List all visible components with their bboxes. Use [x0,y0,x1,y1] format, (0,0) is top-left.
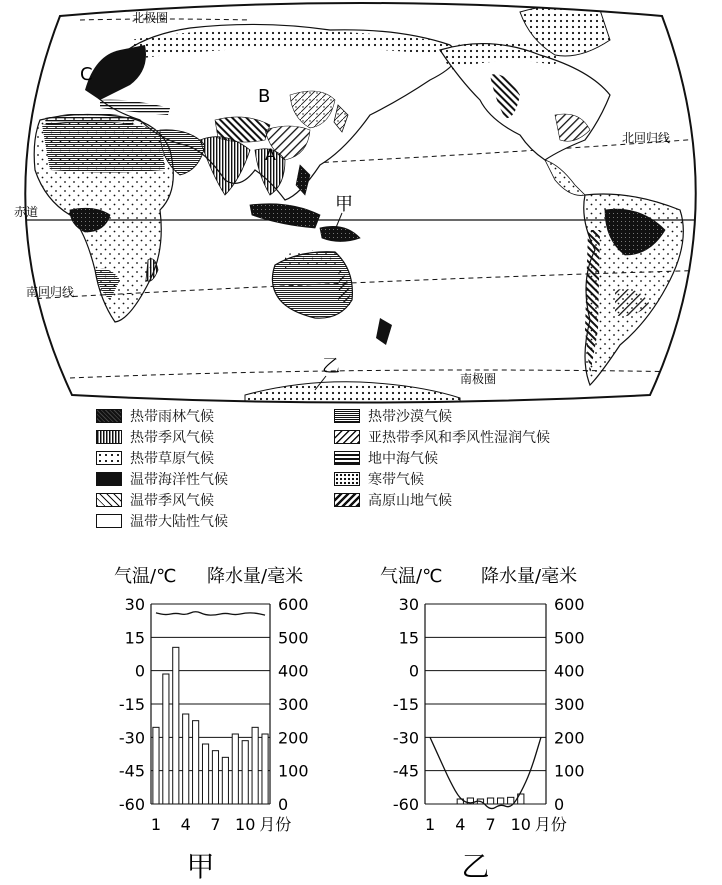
precip-bar [508,797,514,804]
precip-axis-title: 降水量/毫米 [481,566,578,587]
equator-label: 赤道 [14,205,39,219]
month-unit-label: 月份 [534,815,567,834]
legend-swatch [96,409,122,423]
legend-item [96,427,214,447]
temperature-line [156,612,265,615]
legend-item [334,490,452,510]
precip-tick-label: 400 [554,661,585,681]
antarctic-circle-label: 南极圈 [460,372,497,386]
point-b-label: B [258,86,271,107]
legend-swatch [96,493,122,507]
precip-tick-label: 600 [278,595,309,614]
legend-swatch [96,472,122,486]
month-tick-label: 1 [150,815,162,834]
legend-label: 寒带气候 [368,472,424,488]
chart-title: 乙 [461,850,490,883]
precip-bar [252,727,258,804]
month-tick-label: 7 [210,815,221,834]
legend-item [96,469,228,489]
legend-item [334,406,452,426]
month-tick-label: 1 [424,815,436,834]
temp-tick-label: 15 [398,628,419,648]
legend-swatch [96,514,122,528]
precip-bar [202,744,208,804]
month-tick-label: 4 [180,815,191,834]
legend-label: 高原山地气候 [368,493,452,509]
arctic-circle-label: 北极圈 [132,11,169,25]
legend-item [334,448,438,468]
legend-label: 温带大陆性气候 [130,514,228,530]
legend-swatch [334,472,360,486]
precip-bar [183,714,189,804]
legend-swatch [334,493,360,507]
month-unit-label: 月份 [259,815,292,834]
legend-item [334,427,550,447]
precip-tick-label: 400 [278,661,309,681]
legend-swatch [334,451,360,465]
precip-bar [222,757,228,804]
temp-tick-label: -30 [118,728,145,748]
legend-label: 热带草原气候 [130,451,214,467]
point-c-label: C [80,64,93,85]
india-monsoon [200,137,250,195]
tropic-cancer-label: 北回归线 [622,131,671,145]
legend-item [96,448,214,468]
indonesia [250,204,320,228]
precip-bar [153,727,159,804]
chart-title: 甲 [186,850,215,883]
precip-bar [193,721,199,804]
precip-tick-label: 100 [278,761,309,781]
legend-label: 温带海洋性气候 [130,472,228,488]
precip-tick-label: 200 [554,728,585,748]
precip-axis-title: 降水量/毫米 [207,566,304,587]
precip-tick-label: 300 [554,695,585,714]
legend-label: 亚热带季风和季风性湿润气候 [368,430,550,446]
legend-item [96,406,214,426]
temp-tick-label: -45 [118,761,145,781]
temp-tick-label: -60 [118,795,145,814]
temp-tick-label: 0 [408,661,419,681]
precip-tick-label: 300 [278,695,309,714]
point-jia-label: 甲 [335,194,353,215]
precip-tick-label: 0 [554,795,565,814]
legend-label: 温带季风气候 [130,493,214,509]
precip-bar [173,647,179,804]
precip-tick-label: 0 [278,795,289,814]
legend-label: 热带季风气候 [130,430,214,446]
temp-tick-label: 0 [134,661,145,681]
month-tick-label: 7 [485,815,496,834]
legend-swatch [96,451,122,465]
precip-tick-label: 200 [278,728,309,748]
legend-item [96,490,214,510]
temp-tick-label: -60 [392,795,419,814]
world-climate-map [0,0,722,405]
legend-swatch [334,409,360,423]
precip-bar [497,798,503,804]
month-tick-label: 10 [510,815,531,834]
precip-bar [262,734,268,804]
precip-tick-label: 500 [554,628,585,648]
antarctica [245,382,460,405]
climate-charts [0,540,722,885]
temp-tick-label: -30 [392,728,419,748]
legend-swatch [96,430,122,444]
precip-tick-label: 100 [554,761,585,781]
point-a-label: A [265,145,276,164]
temp-tick-label: 30 [124,595,145,614]
month-tick-label: 10 [235,815,256,834]
new-zealand [376,318,392,345]
temp-tick-label: -45 [392,761,419,781]
temp-tick-label: 15 [124,628,145,648]
temp-tick-label: 30 [398,595,419,614]
legend-swatch [334,430,360,444]
precip-bar [487,798,493,804]
legend-label: 热带沙漠气候 [368,409,452,425]
temp-axis-title: 气温/℃ [380,566,443,587]
legend-label: 热带雨林气候 [130,409,214,425]
precip-bar [242,741,248,804]
tropic-capricorn-label: 南回归线 [26,285,75,299]
point-yi-label: 乙 [322,356,340,377]
month-tick-label: 4 [455,815,466,834]
new-guinea [320,226,360,241]
precip-tick-label: 500 [278,628,309,648]
temp-tick-label: -15 [118,695,145,714]
legend-item [96,511,228,531]
climate-legend [96,406,656,536]
temp-axis-title: 气温/℃ [114,566,177,587]
temp-tick-label: -15 [392,695,419,714]
precip-bar [212,751,218,804]
precip-bar [232,734,238,804]
precip-tick-label: 600 [554,595,585,614]
legend-label: 地中海气候 [368,451,438,467]
central-america [545,160,585,195]
legend-item [334,469,424,489]
sahara-desert [42,121,165,173]
precip-bar [163,674,169,804]
